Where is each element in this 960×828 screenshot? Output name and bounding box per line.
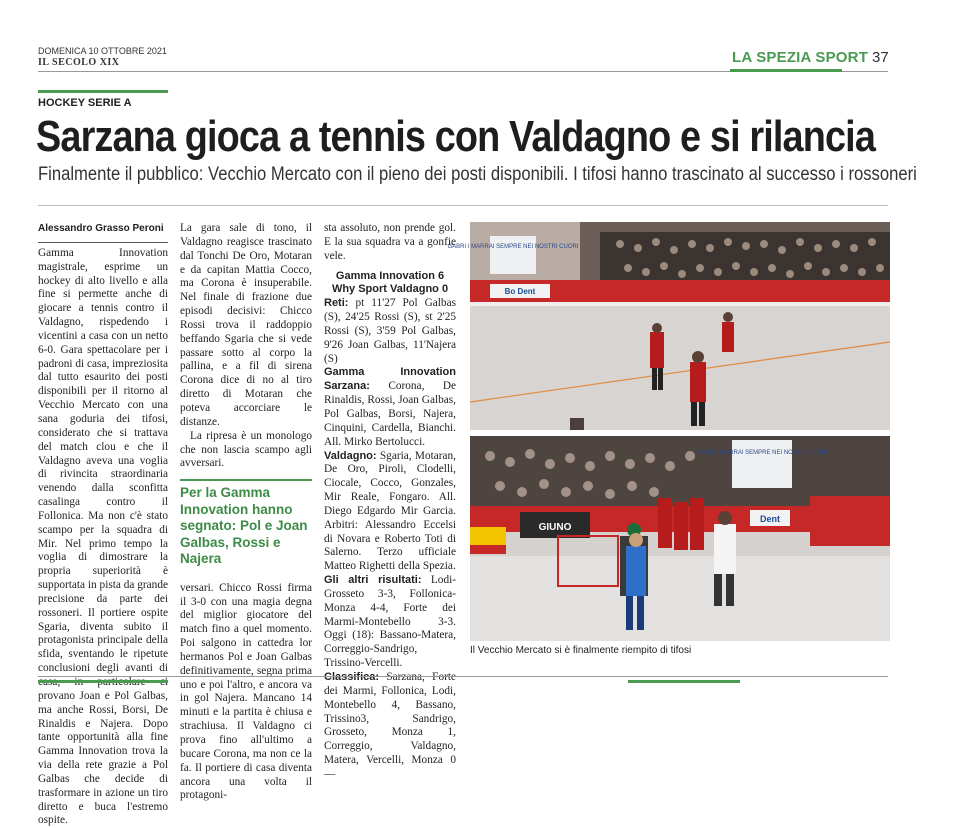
footer-rule (38, 676, 888, 677)
next-article-accent-bar (38, 680, 168, 683)
valdagno-label: Valdagno: (324, 449, 377, 462)
pullquote-bar (180, 479, 312, 481)
sarzana-lineup: Corona, De Rinaldis, Rossi, Joan Galbas, Pol Galbas, Borsi, Najera, Cinquini, Cardella, Bianchi. All. Mirko Bertolucci. (324, 380, 457, 448)
kicker-accent-bar (38, 90, 168, 93)
body-paragraph: La gara sale di tono, il Valdagno reagisce trascinato dal Tonchi De Oro, Motaran e da capitan Mattia Cocco, ma Corona è insuperabile. Nel finale di frazione due episodi decisivi: Chicco Rossi trova il raddoppio beffando Sgaria che si vede passare sotto al corpo la pallina, e a fil di sirena Corona dice di no al tiro diretto di Motaran che poteva accorciare le distanze. (180, 222, 312, 428)
body-paragraph: Gamma Innovation magistrale, esprime un hockey di alto livello e alla fine si permette anche di giocare a tennis contro il Valdagno, rispedendo i vicentini a casa con un netto 6-0. Gara spettacolare per i padroni di casa, impreziosita dal tutto esaurito dei posti disponibili per il ritorno al Vecchio Mercato con una sana goduria dei tifosi, considerato che si trattava del match clou e che il Valdagno aveva una voglia di rivincita straordinaria venendo dalla sconfitta casalinga contro il Follonica. Ma non c'è stato scampo per la squadra di Mir. Nel primo tempo la voglia di dimostrare la propria superiorità è supportata in pista da grande precisione da parte dei rossoneri. Il portiere ospite Sgaria, diventa subito il protagonista principale della sfida, sventando le ripetute conclusioni degli avanti di provano Joan e Pol Galbas, ma anche Rossi, Borsi, De Rinaldis e Najera. Dopo tante opportunità alla fine Gamma Innovation trova la via della rete grazie a Pol Galbas che decide di trasformare in azione un tiro diretto e buca l'estremo ospite. (38, 246, 168, 827)
body-paragraph: versari. Chicco Rossi firma il 3-0 con una magia degna del miglior giocatore del match fino a quel momento. Poi salgono in cattedra lor hermanos Pol e Joan Galbas definitivamente, segna prima uno e poi l'altro, e ancora va in gol Najera. Mancano 14 minuti e la partita è chiusa e strachiusa. Il Valdagno ci prova fino all'ultimo a bucare Corona, ma non ce la fa. Il portiere di casa diventa ancora una volta il protagoni- (180, 581, 312, 802)
reti-label: Reti: (324, 297, 349, 310)
kicker: HOCKEY SERIE A (38, 97, 132, 109)
photo-top (447, 222, 890, 430)
byline-rule (38, 242, 168, 243)
body-paragraph: La ripresa è un monologo che non lascia scampo agli avversari. (180, 429, 312, 470)
subheadline-rule (38, 205, 888, 206)
flag-banner-text: GIUNO (538, 522, 572, 533)
section-accent-bar (730, 69, 842, 72)
author-byline: Alessandro Grasso Peroni (38, 223, 164, 234)
results-text: Lodi-Grosseto 3-3, Follonica-Monza 4-4, Forte dei Marmi-Montebello 3-3. Oggi (18): Bassano-Matera, Correggio-Sandrigo, Trissino-Vercelli. (324, 574, 456, 670)
reti-text: pt 11'27 Pol Galbas (S), 24'25 Rossi (S), st 2'25 Rossi (S), 3'59 Pol Galbas, 9'26 Joan Galbas, 11'Najera (S) (324, 297, 456, 365)
scorebox-away: Why Sport Valdagno 0 (331, 283, 449, 296)
photo-bottom (470, 436, 890, 641)
column-3 (324, 222, 456, 782)
sponsor-board-text: Bo Dent (504, 287, 536, 296)
masthead (38, 46, 167, 68)
photo-top-image (447, 222, 890, 430)
page-number: 37 (872, 49, 889, 66)
photo-bottom-image (470, 436, 890, 641)
photo-caption: Il Vecchio Mercato si è finalmente riempito di tifosi (470, 645, 692, 656)
scorebox-home: Gamma Innovation 6 (335, 269, 445, 282)
subheadline: Finalmente il pubblico: Vecchio Mercato con il pieno dei posti disponibili. I tifosi hanno trascinato al successo i rossoneri (38, 164, 917, 185)
valdagno-lineup: Sgaria, Motaran, De Oro, Piroli, Clodelli, Ciocale, Cocco, Gonzales, Mir Reale, Fongaro. All. Diego Edgardo Mir Garcia. Arbitri: Alessandro Eccelsi di Novara e Roberto Toti di Salerno. Terzo ufficiale Matteo Righetti della Spezia. (324, 449, 456, 573)
pullquote: Per la Gamma Innovation hanno segnato: Pol e Joan Galbas, Rossi e Najera (180, 485, 308, 567)
column-2 (180, 222, 312, 803)
fan-banner-text: GABRI I MARRAI SEMPRE NEI NOSTRI CUORI (696, 450, 828, 456)
sarzana-label: Gamma Innovation Sarzana: (324, 366, 456, 393)
issue-date: DOMENICA 10 OTTOBRE 2021 (38, 46, 167, 56)
sponsor-board-text: Dent (760, 514, 780, 524)
results-label: Gli altri risultati: (324, 574, 422, 587)
fan-banner-text: GABRI I MARRAI SEMPRE NEI NOSTRI CUORI (447, 244, 579, 250)
next-article-accent-bar (628, 680, 740, 683)
standings-text: Sarzana, Forte dei Marmi, Follonica, Lodi, Montebello 4, Bassano, Trissino3, Sandrigo, Grosseto, Monza 1, Correggio, Valdagno, Matera, Vercelli, Monza 0 — (324, 671, 457, 780)
section-name: LA SPEZIA SPORT (732, 49, 869, 66)
headline: Sarzana gioca a tennis con Valdagno e si rilancia (36, 112, 876, 161)
standings-label: Classifica: (324, 671, 380, 683)
column-1 (38, 222, 168, 828)
newspaper-name: IL SECOLO XIX (38, 57, 120, 68)
body-paragraph: sta assoluto, non prende gol. E la sua squadra va a gonfie vele. (324, 222, 456, 262)
